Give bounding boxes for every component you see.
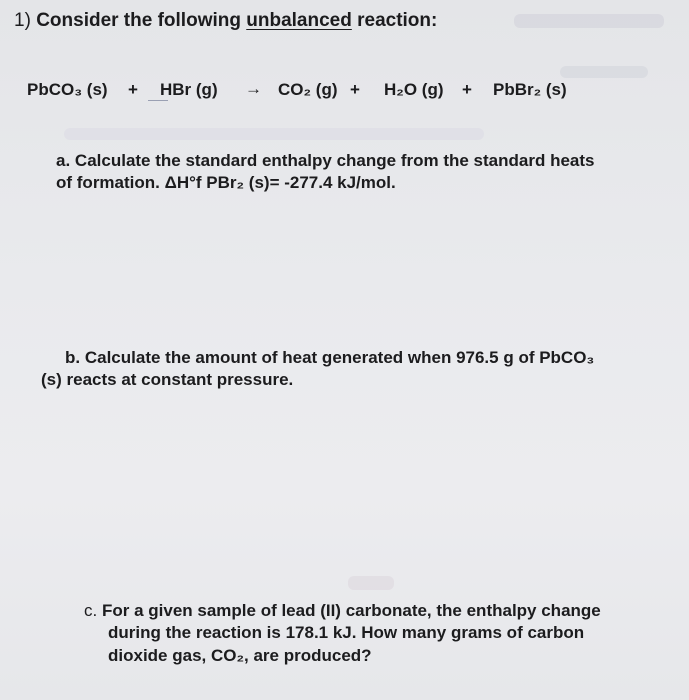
- bleed-through-mark: [560, 66, 648, 78]
- part-a-line: [56, 172, 594, 194]
- part-c-line: [84, 600, 601, 622]
- bleed-through-mark: [348, 576, 394, 590]
- part-b-line: [41, 369, 594, 391]
- part-a-label: a.: [56, 151, 71, 170]
- reactant-hbr: HBr (g): [160, 80, 218, 99]
- question-title-prefix: Consider the following: [36, 10, 247, 31]
- part-b-text: Calculate the amount of heat generated when 976.5 g of PbCO₃: [84, 348, 595, 367]
- product-co2: CO₂ (g): [278, 80, 338, 99]
- part-a-text: Calculate the standard enthalpy change from the standard heats: [74, 151, 595, 170]
- question-title-emphasis: unbalanced: [246, 10, 352, 31]
- part-a-text: of formation. ΔH°f PBr₂ (s)= -277.4 kJ/mol.: [56, 173, 396, 193]
- part-c-text: during the reaction is 178.1 kJ. How many grams of carbon: [108, 623, 585, 643]
- bleed-through-mark: [64, 128, 484, 140]
- bleed-through-mark: [514, 14, 664, 28]
- part-c-text: dioxide gas, CO₂, are produced?: [108, 645, 372, 665]
- part-b-text: (s) reacts at constant pressure.: [41, 370, 294, 390]
- part-b-line: [41, 347, 594, 369]
- question-number: 1): [14, 10, 31, 31]
- part-c-line: [84, 622, 601, 644]
- product-pbbr2: PbBr₂ (s): [493, 80, 567, 99]
- part-b-label: b.: [65, 348, 81, 367]
- reactant-pbco3: PbCO₃ (s): [27, 80, 108, 99]
- plus-sign: +: [128, 80, 138, 99]
- plus-sign: +: [462, 80, 472, 99]
- part-c-label: c.: [84, 601, 98, 620]
- part-b: [41, 347, 594, 392]
- part-c-text: For a given sample of lead (II) carbonate, the enthalpy change: [101, 601, 601, 620]
- part-a: [56, 150, 594, 195]
- reaction-arrow: →: [245, 79, 262, 98]
- coefficient-blank: [148, 100, 168, 101]
- part-c-line: [84, 645, 601, 667]
- part-a-line: [56, 150, 594, 172]
- product-h2o: H₂O (g): [384, 80, 444, 99]
- question-title-suffix: reaction:: [351, 10, 438, 31]
- question-title: [14, 10, 437, 32]
- part-c: [84, 600, 601, 667]
- plus-sign: +: [350, 80, 360, 99]
